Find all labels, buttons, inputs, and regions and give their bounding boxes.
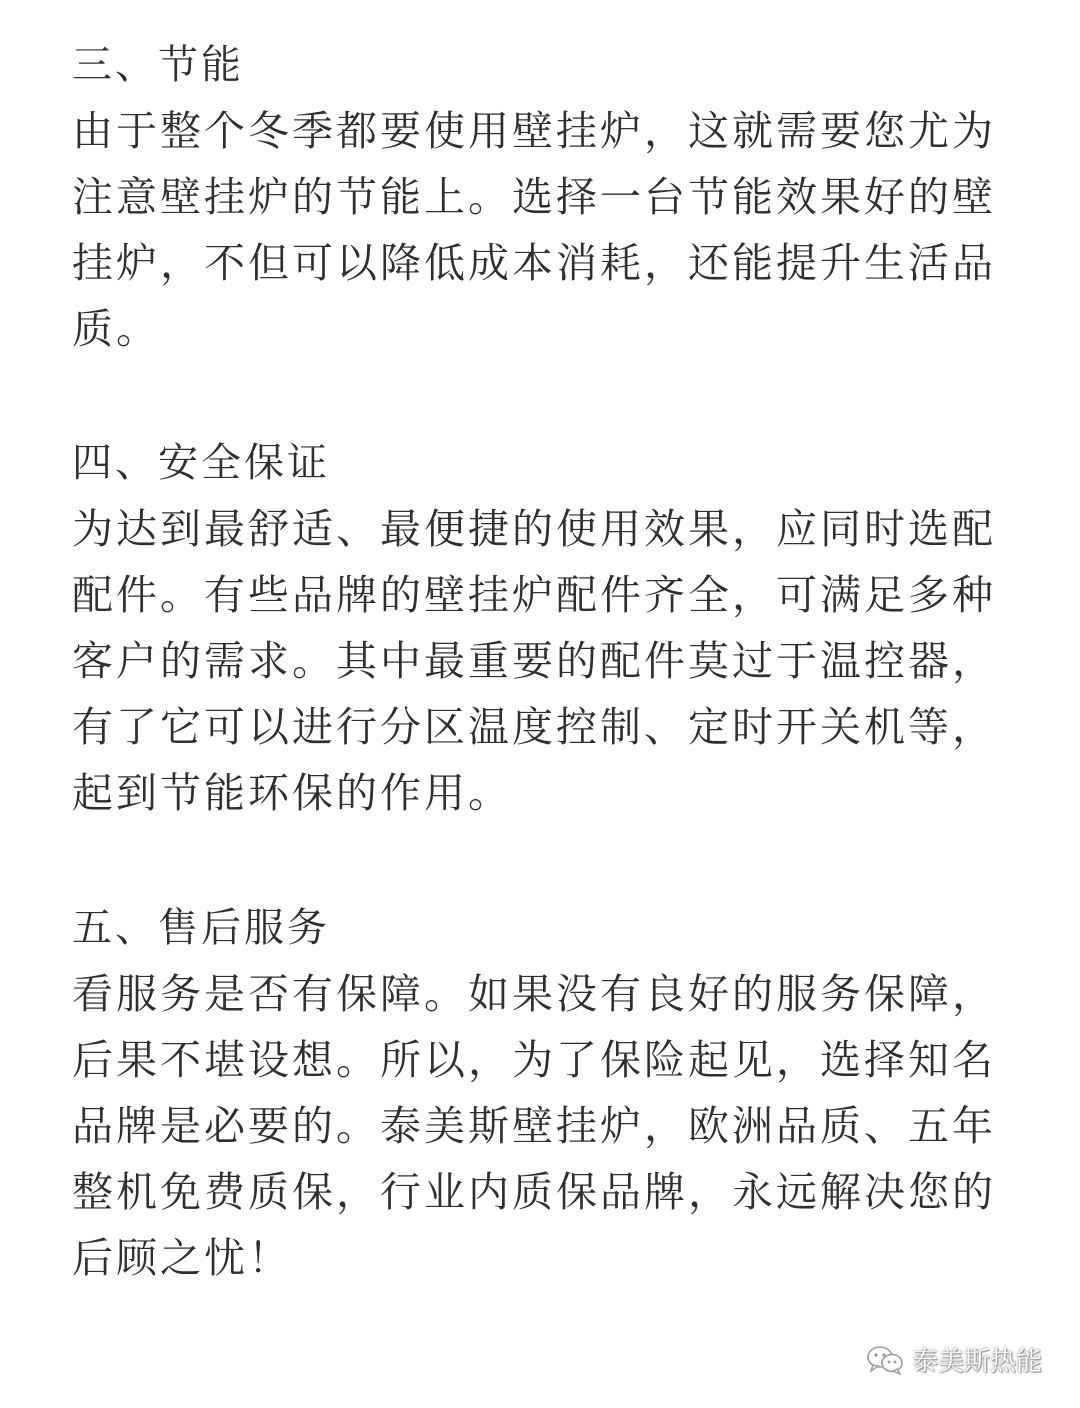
paragraph-line: 有了它可以进行分区温度控制、定时开关机等， [72,703,996,751]
paragraph-line: 后顾之忧！ [72,1234,292,1282]
paragraph-line: 起到节能环保的作用。 [72,769,512,817]
wechat-icon [866,1344,904,1376]
section-energy-saving [72,32,1062,362]
paragraph-line: 由于整个冬季都要使用壁挂炉，这就需要您尤为 [72,107,996,155]
paragraph-line: 后果不堪设想。所以，为了保险起见，选择知名 [72,1036,996,1084]
paragraph-line: 质。 [72,305,160,353]
section-after-sales-service [72,895,1062,1291]
section-safety-guarantee [72,430,1062,826]
section-heading: 五、售后服务 [72,905,330,951]
paragraph-line: 注意壁挂炉的节能上。选择一台节能效果好的壁 [72,173,996,221]
paragraph-line: 看服务是否有保障。如果没有良好的服务保障， [72,970,996,1018]
watermark-text: 泰美斯热能 [911,1347,1042,1377]
paragraph-line: 整机免费质保，行业内质保品牌，永远解决您的 [72,1168,996,1216]
paragraph-line: 为达到最舒适、最便捷的使用效果，应同时选配 [72,505,996,553]
section-heading: 三、节能 [72,42,244,88]
paragraph-line: 客户的需求。其中最重要的配件莫过于温控器， [72,637,996,685]
section-heading: 四、安全保证 [72,440,330,486]
paragraph-line: 配件。有些品牌的壁挂炉配件齐全，可满足多种 [72,571,996,619]
paragraph-line: 挂炉，不但可以降低成本消耗，还能提升生活品 [72,239,996,287]
paragraph-line: 品牌是必要的。泰美斯壁挂炉，欧洲品质、五年 [72,1102,996,1150]
watermark [866,1341,1042,1378]
